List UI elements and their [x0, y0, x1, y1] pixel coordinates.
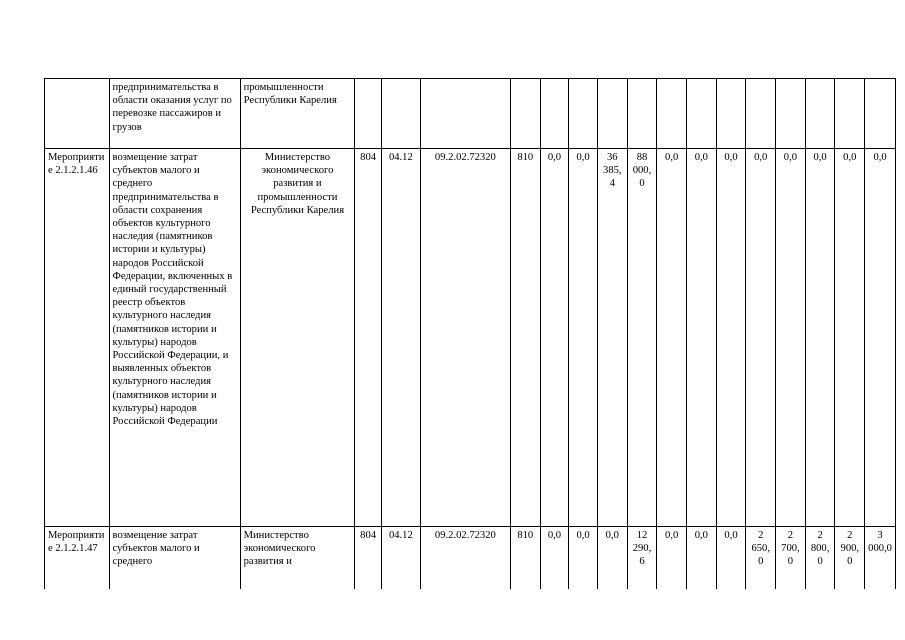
value-cell: 0,0 — [865, 149, 896, 527]
value-cell — [627, 79, 657, 149]
executor-cell: Министерство экономического развития и — [240, 527, 355, 589]
value-cell: 3 000,0 — [865, 527, 896, 589]
value-cell: 0,0 — [597, 527, 627, 589]
value-cell — [776, 79, 806, 149]
value-cell: 0,0 — [540, 149, 569, 527]
value-cell: 0,0 — [746, 149, 776, 527]
value-cell — [687, 79, 717, 149]
executor-cell: Министерство экономического развития и промышленности Республики Карелия — [240, 149, 355, 527]
value-cell: 0,0 — [776, 149, 806, 527]
vr-cell: 810 — [510, 527, 540, 589]
value-cell — [657, 79, 687, 149]
value-cell — [835, 79, 865, 149]
description-cell: возмещение затрат субъектов малого и среднего — [109, 527, 240, 589]
value-cell — [865, 79, 896, 149]
value-cell — [716, 79, 746, 149]
vr-cell: 810 — [510, 149, 540, 527]
grbs-cell — [355, 79, 382, 149]
value-cell: 12 290,6 — [627, 527, 657, 589]
value-cell: 0,0 — [805, 149, 835, 527]
executor-cell: промышленности Республики Карелия — [240, 79, 355, 149]
value-cell: 0,0 — [716, 149, 746, 527]
value-cell — [597, 79, 627, 149]
csr-cell: 09.2.02.72320 — [420, 527, 510, 589]
value-cell: 2 800,0 — [805, 527, 835, 589]
grbs-cell: 804 — [355, 149, 382, 527]
rz-cell: 04.12 — [381, 149, 420, 527]
csr-cell: 09.2.02.72320 — [420, 149, 510, 527]
event-id-cell: Мероприятие 2.1.2.1.47 — [45, 527, 110, 589]
budget-table — [44, 78, 896, 589]
value-cell — [746, 79, 776, 149]
value-cell: 88 000,0 — [627, 149, 657, 527]
value-cell: 0,0 — [687, 527, 717, 589]
rz-cell — [381, 79, 420, 149]
value-cell: 0,0 — [716, 527, 746, 589]
value-cell: 0,0 — [687, 149, 717, 527]
description-cell: предпринимательства в области оказания услуг по перевозке пассажиров и грузов — [109, 79, 240, 149]
value-cell — [569, 79, 598, 149]
value-cell: 2 650,0 — [746, 527, 776, 589]
grbs-cell: 804 — [355, 527, 382, 589]
value-cell: 0,0 — [569, 527, 598, 589]
value-cell: 0,0 — [540, 527, 569, 589]
table-row — [45, 79, 896, 149]
vr-cell — [510, 79, 540, 149]
value-cell: 0,0 — [657, 149, 687, 527]
description-cell: возмещение затрат субъектов малого и среднего предпринимательства в области сохранения объектов культурного наследия (памятников истории и культуры) народов Российской Федерации, включенных в единый государственный реестр объектов культурного наследия (памятников истории и культуры) народов Российской Федерации, и выявленных объектов культурного наследия (памятников истории и культуры) народов Российской Федерации — [109, 149, 240, 527]
value-cell — [805, 79, 835, 149]
value-cell: 0,0 — [657, 527, 687, 589]
event-id-cell: Мероприятие 2.1.2.1.46 — [45, 149, 110, 527]
value-cell: 2 700,0 — [776, 527, 806, 589]
value-cell: 2 900,0 — [835, 527, 865, 589]
value-cell: 36 385,4 — [597, 149, 627, 527]
table-row — [45, 527, 896, 589]
value-cell: 0,0 — [835, 149, 865, 527]
csr-cell — [420, 79, 510, 149]
rz-cell: 04.12 — [381, 527, 420, 589]
table-row — [45, 149, 896, 527]
value-cell: 0,0 — [569, 149, 598, 527]
event-id-cell — [45, 79, 110, 149]
value-cell — [540, 79, 569, 149]
